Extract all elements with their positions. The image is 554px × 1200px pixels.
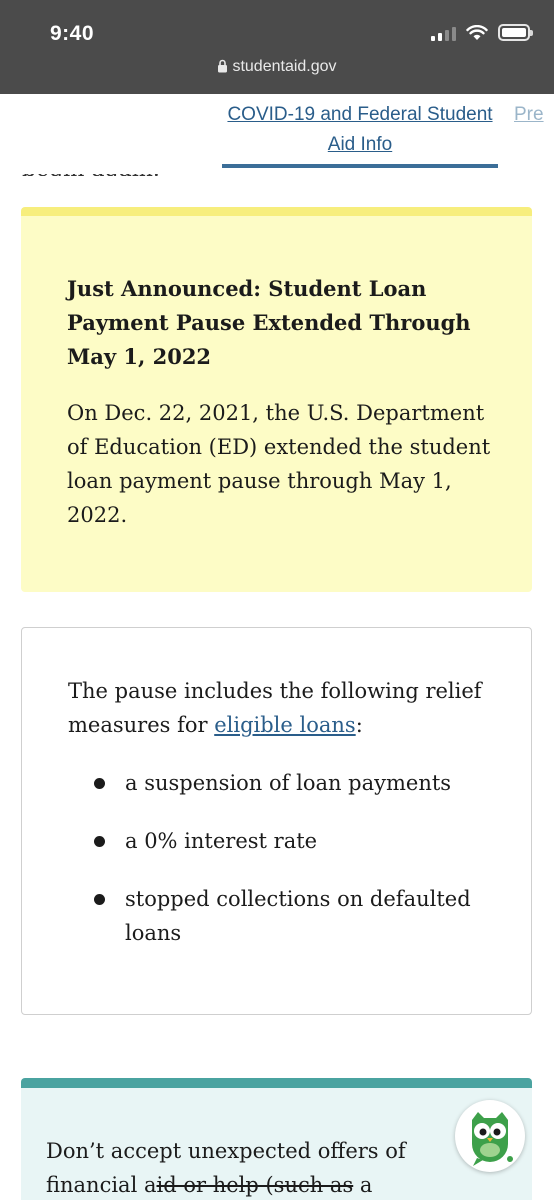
- announcement-body: On Dec. 22, 2021, the U.S. Department of Education (ED) extended the student loan payment pause through May 1, 2022.: [67, 401, 491, 527]
- relief-intro-colon: :: [355, 713, 363, 737]
- list-item: a 0% interest rate: [68, 824, 498, 858]
- relief-list: [68, 766, 498, 974]
- warning-text-end: a: [353, 1173, 373, 1197]
- list-item: stopped collections on defaulted loans: [68, 882, 498, 950]
- relief-intro: [68, 674, 498, 742]
- section-tab-nav: [0, 94, 554, 174]
- system-icons: [431, 24, 530, 41]
- battery-icon: [498, 24, 530, 41]
- warning-text-part: Don’t accept unexpected offers of financial a: [46, 1139, 406, 1197]
- eligible-loans-link[interactable]: eligible loans: [214, 713, 356, 737]
- tab-covid19-info[interactable]: COVID-19 and Federal Student Aid Info: [227, 104, 493, 155]
- url-text: studentaid.gov: [232, 58, 337, 75]
- owl-chatbot-icon: [455, 1100, 525, 1172]
- tab-next[interactable]: Pre: [514, 104, 544, 125]
- address-bar[interactable]: [0, 58, 554, 76]
- signal-icon: [431, 25, 456, 41]
- status-bar: [0, 0, 554, 94]
- announcement-box: [21, 207, 532, 592]
- scam-warning-text: [46, 1134, 466, 1200]
- list-item: a suspension of loan payments: [68, 766, 498, 800]
- clock: 9:40: [50, 22, 95, 45]
- announcement-title: Just Announced: Student Loan Payment Pause Extended Through May 1, 2022: [67, 276, 471, 369]
- relief-measures-box: [21, 627, 532, 1015]
- chatbot-button[interactable]: [455, 1100, 525, 1172]
- lock-icon: [217, 59, 228, 73]
- warning-struck-text: id or help (such as: [156, 1173, 354, 1197]
- wifi-icon: [466, 25, 488, 41]
- active-tab-indicator: [222, 164, 498, 168]
- relief-intro-text: The pause includes the following relief measures for: [68, 679, 482, 737]
